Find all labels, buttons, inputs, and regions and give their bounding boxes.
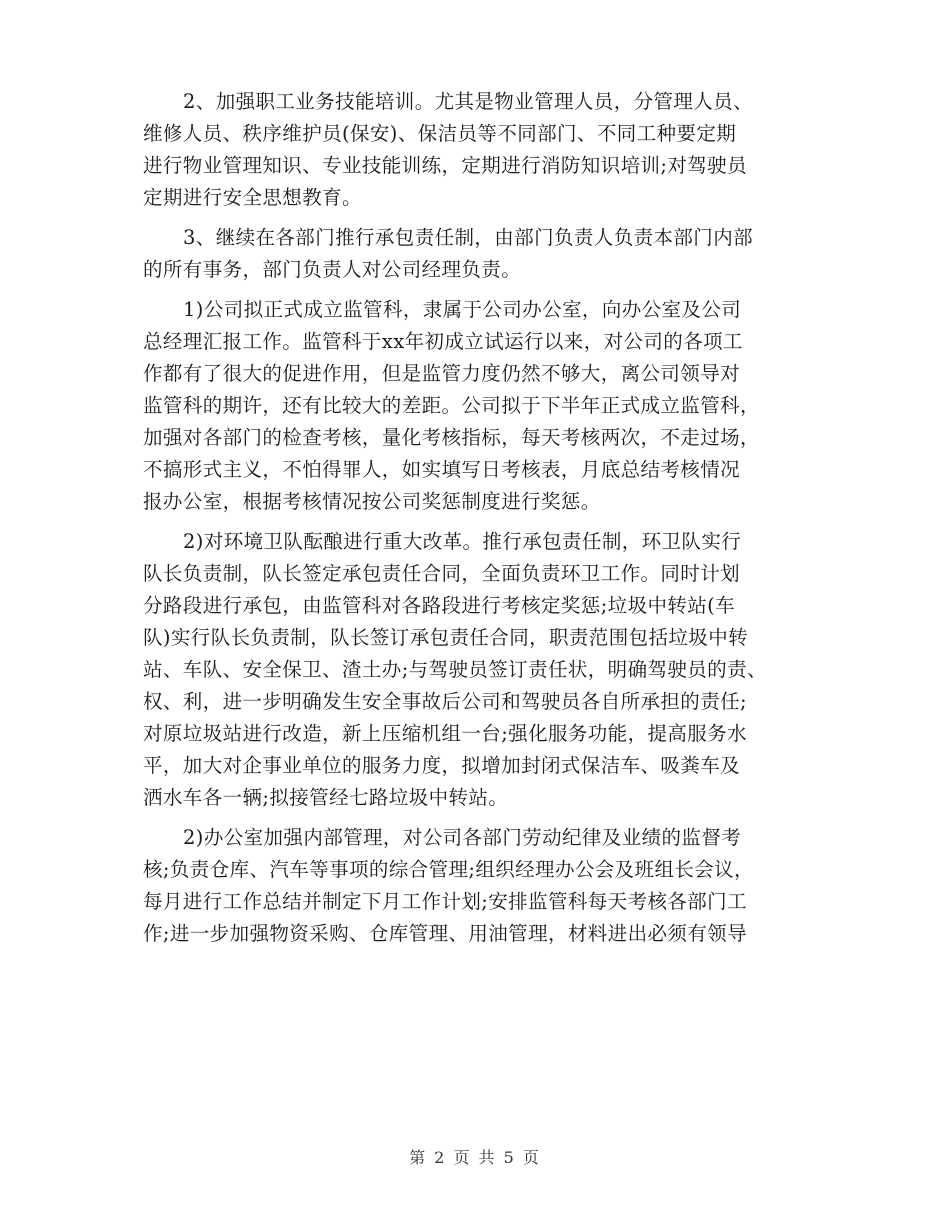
text-line: 平，加大对企事业单位的服务力度，拟增加封闭式保洁车、吸粪车及 — [143, 754, 741, 777]
paragraph-staff-training — [143, 86, 823, 214]
text-line: 总经理汇报工作。监管科于xx年初成立试运行以来，对公司的各项工 — [143, 330, 743, 353]
text-line: 队长负责制，队长签定承包责任合同，全面负责环卫工作。同时计划 — [143, 562, 741, 585]
text-line: 作;进一步加强物资采购、仓库管理、用油管理，材料进出必须有领导 — [143, 922, 747, 945]
paragraph-contract-responsibility — [143, 222, 823, 286]
text-line: 2、加强职工业务技能培训。尤其是物业管理人员，分管理人员、 — [183, 90, 754, 113]
text-line: 监管科的期许，还有比较大的差距。公司拟于下半年正式成立监管科， — [143, 394, 760, 417]
text-line: 站、车队、安全保卫、渣土办;与驾驶员签订责任状，明确驾驶员的责、 — [143, 658, 767, 681]
text-line: 3、继续在各部门推行承包责任制，由部门负责人负责本部门内部 — [183, 226, 754, 249]
text-line: 核;负责仓库、汽车等事项的综合管理;组织经理办公会及班组长会议， — [143, 858, 754, 881]
text-line: 洒水车各一辆;拟接管经七路垃圾中转站。 — [143, 786, 509, 809]
paragraph-office-management — [143, 822, 823, 950]
text-line: 每月进行工作总结并制定下月工作计划;安排监管科每天考核各部门工 — [143, 890, 747, 913]
text-line: 维修人员、秩序维护员(保安)、保洁员等不同部门、不同工种要定期 — [143, 122, 737, 145]
text-line: 2)对环境卫队酝酿进行重大改革。推行承包责任制，环卫队实行 — [183, 530, 742, 553]
text-line: 不搞形式主义，不怕得罪人，如实填写日考核表，月底总结考核情况 — [143, 458, 741, 481]
text-line: 定期进行安全思想教育。 — [143, 186, 362, 209]
text-line: 对原垃圾站进行改造，新上压缩机组一台;强化服务功能，提高服务水 — [143, 722, 747, 745]
text-line: 1)公司拟正式成立监管科，隶属于公司办公室，向办公室及公司 — [183, 298, 742, 321]
text-line: 权、利，进一步明确发生安全事故后公司和驾驶员各自所承担的责任; — [143, 690, 747, 713]
paragraph-sanitation-reform — [143, 526, 823, 814]
document-body — [143, 86, 823, 958]
text-line: 2)办公室加强内部管理，对公司各部门劳动纪律及业绩的监督考 — [183, 826, 742, 849]
text-line: 的所有事务，部门负责人对公司经理负责。 — [143, 258, 522, 281]
page-number-footer: 第 2 页 共 5 页 — [409, 1148, 541, 1167]
text-line: 报办公室，根据考核情况按公司奖惩制度进行奖惩。 — [143, 490, 601, 513]
text-line: 队)实行队长负责制，队长签订承包责任合同，职责范围包括垃圾中转 — [143, 626, 749, 649]
text-line: 分路段进行承包，由监管科对各路段进行考核定奖惩;垃圾中转站(车 — [143, 594, 736, 617]
text-line: 进行物业管理知识、专业技能训练，定期进行消防知识培训;对驾驶员 — [143, 154, 747, 177]
text-line: 加强对各部门的检查考核，量化考核指标，每天考核两次，不走过场， — [143, 426, 760, 449]
text-line: 作都有了很大的促进作用，但是监管力度仍然不够大，离公司领导对 — [143, 362, 741, 385]
paragraph-supervision-department — [143, 294, 823, 518]
